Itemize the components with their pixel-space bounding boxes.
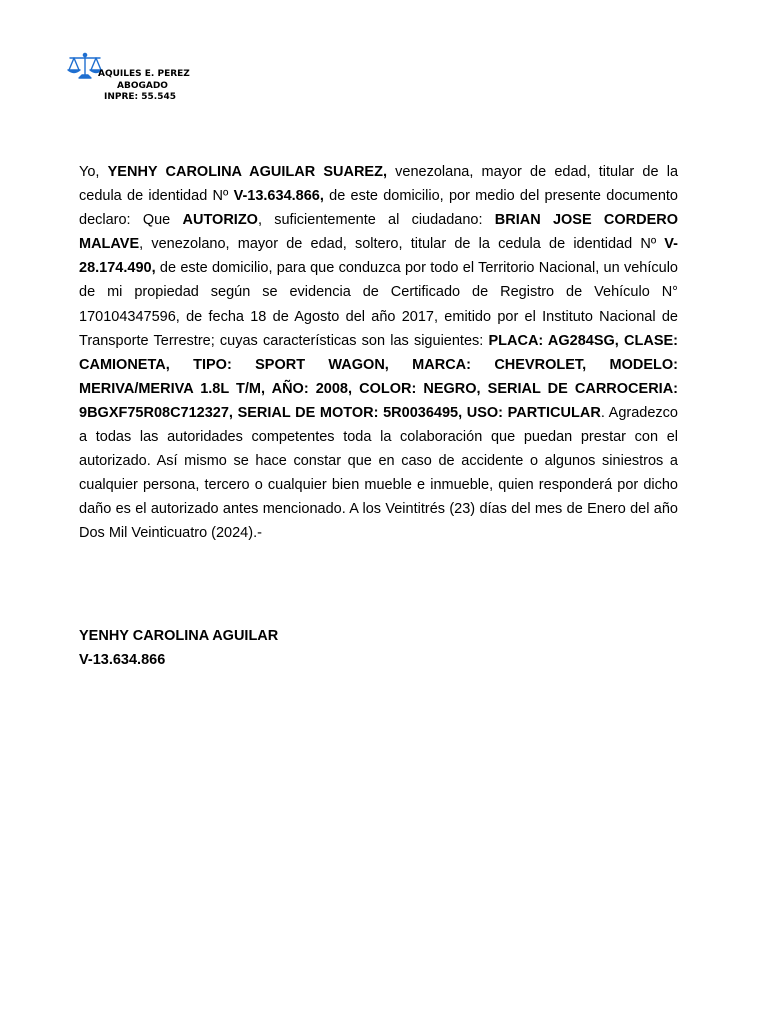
grantee-id: V-28.174.490, [79,236,678,277]
body-text-segment: de este domicilio, por medio del presente documento declaro: Que [79,188,678,229]
authorize-keyword: AUTORIZO [182,212,258,229]
lawyer-inpre: INPRE: 55.545 [104,92,177,102]
signature-id: V-13.634.866 [79,652,166,668]
body-text-segment: . Agradezco a todas las autoridades competentes toda la colaboración que puedan prestar con el autorizado. Así mismo se hace constar que en caso de accidente o algunos siniestros a cualquier persona, tercero o cualquier bien mueble e inmueble, quien responderá por dicho daño es el autorizado antes mencionado. A los Veintitrés (23) días del mes de Enero del año Dos Mil Veinticuatro (2024).- [79,404,678,542]
letterhead [66,52,206,112]
body-text-segment: de este domicilio, para que conduzca por todo el Territorio Nacional, un vehículo de mi propiedad según se evidencia de Certificado de Registro de Vehículo N° 170104347596, de fecha 18 de Agosto del año 2017, emitido por el Instituto Nacional de Transporte Terrestre; cuyas características son las siguientes: [79,260,678,349]
lawyer-name: AQUILES E. PEREZ [98,69,190,79]
lawyer-title: ABOGADO [117,81,168,91]
grantee-name: BRIAN JOSE CORDERO MALAVE [79,212,678,253]
body-text-segment: , venezolano, mayor de edad, soltero, titular de la cedula de identidad Nº [139,236,665,253]
grantor-id: V-13.634.866, [233,188,324,205]
body-text-segment: venezolana, mayor de edad, titular de la cedula de identidad Nº [79,164,679,205]
signature-name: YENHY CAROLINA AGUILAR [79,628,279,644]
body-text-segment: , suficientemente al ciudadano: [257,212,495,229]
vehicle-details: PLACA: AG284SG, CLASE: CAMIONETA, TIPO: SPORT WAGON, MARCA: CHEVROLET, MODELO: MERIVA/MERIVA 1.8L T/M, AÑO: 2008, COLOR: NEGRO, SERIAL DE CARROCERIA: 9BGXF75R08C712327, SERIAL DE MOTOR: 5R0036495, USO: PARTICULAR [79,332,678,421]
body-text-segment: Yo, [79,164,108,180]
grantor-name: YENHY CAROLINA AGUILAR SUAREZ, [107,164,387,180]
signature-block [79,624,278,672]
authorization-paragraph [79,160,678,546]
